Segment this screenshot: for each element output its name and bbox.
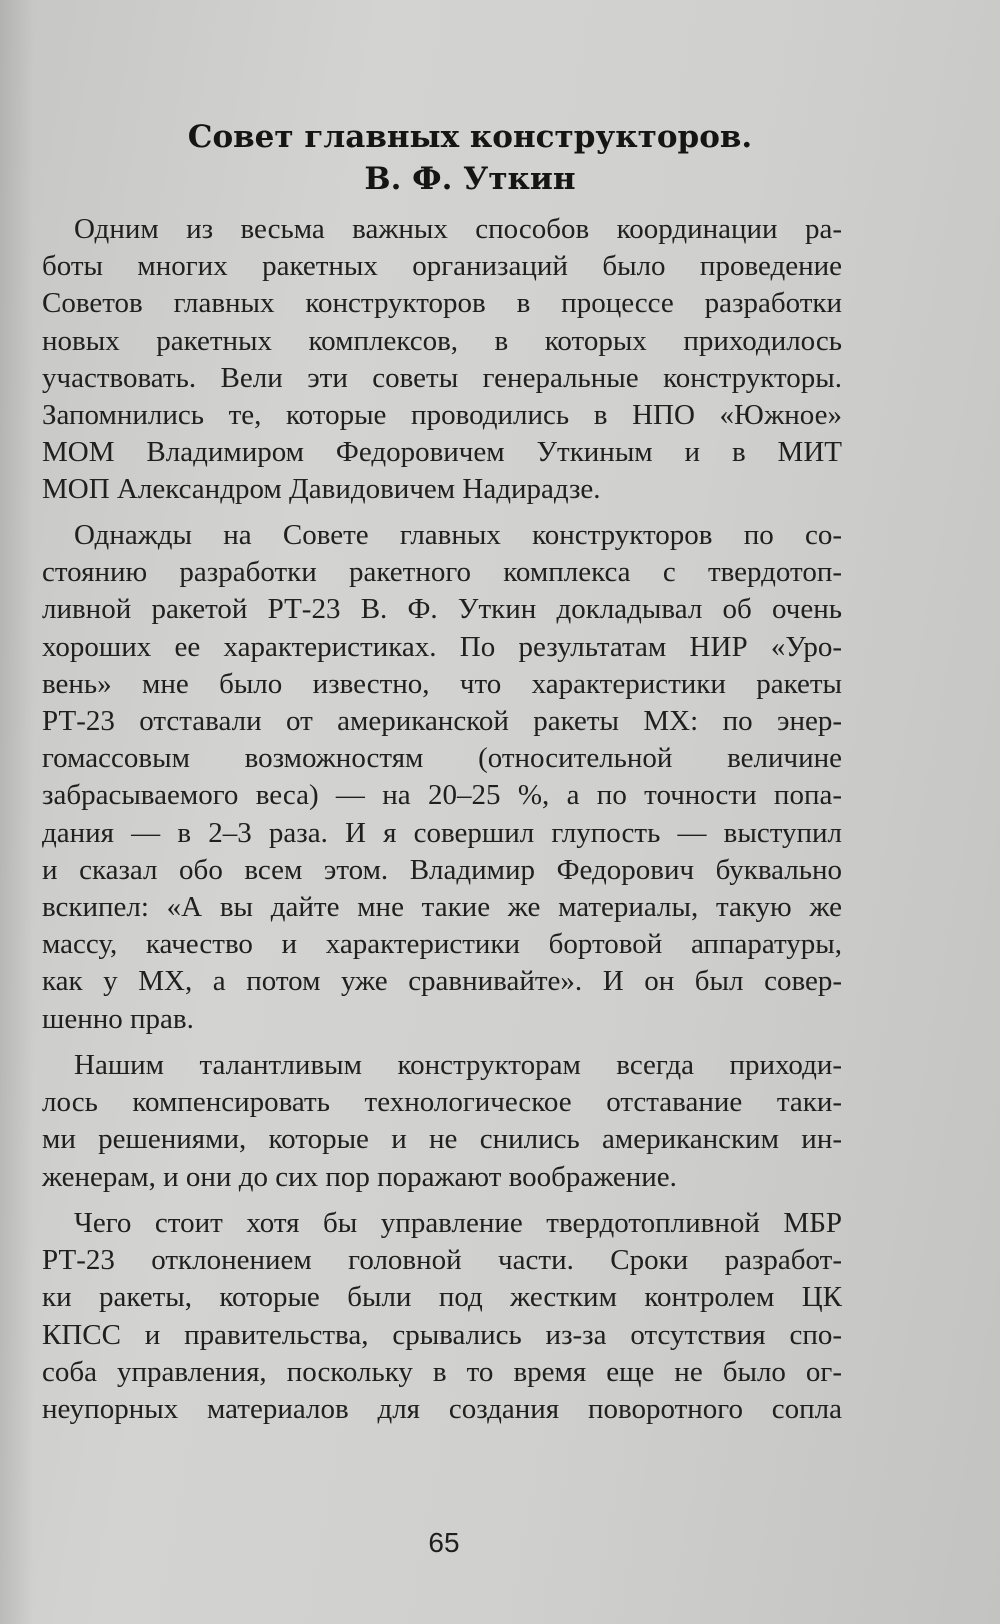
chapter-title-line-1: Совет главных конструкторов. [187, 119, 753, 155]
text-line: участвовать. Вели эти советы генеральные конструкторы. [42, 361, 842, 394]
text-line: Одним из весьма важных способов координации ра- [74, 213, 842, 245]
text-line: новых ракетных комплексов, в которых приходилось [42, 324, 842, 357]
text-line: РТ-23 отставали от американской ракеты МХ: по энер- [42, 705, 842, 738]
text-line: хороших ее характеристиках. По результатам НИР «Уро- [42, 630, 842, 663]
paragraph-4 [42, 1205, 842, 1428]
page-number: 65 [428, 1527, 460, 1558]
text-line: неупорных материалов для создания поворотного сопла [42, 1393, 842, 1426]
text-line: гомассовым возможностям (относительной величине [42, 742, 842, 775]
text-line: дания — в 2–3 раза. И я совершил глупость — выступил [42, 816, 842, 849]
chapter-title [40, 116, 900, 200]
text-line: лось компенсировать технологическое отставание таки- [42, 1086, 842, 1119]
text-line: и сказал обо всем этом. Владимир Федорович буквально [42, 853, 842, 886]
text-line: женерам, и они до сих пор поражают воображение. [42, 1160, 677, 1193]
text-line: как у МХ, а потом уже сравнивайте». И он был совер- [42, 965, 842, 998]
text-line: шенно прав. [42, 1002, 194, 1035]
text-line: Нашим талантливым конструкторам всегда приходи- [74, 1049, 842, 1081]
text-line: РТ-23 отклонением головной части. Сроки разработ- [42, 1244, 842, 1277]
text-line: Однажды на Совете главных конструкторов по со- [74, 519, 842, 551]
text-line: массу, качество и характеристики бортовой аппаратуры, [42, 928, 842, 961]
text-line: МОП Александром Давидовичем Надирадзе. [42, 473, 601, 506]
paragraph-1 [42, 211, 842, 509]
page-gutter-shadow [0, 0, 34, 1624]
text-line: ми решениями, которые и не снились американским ин- [42, 1123, 842, 1156]
text-line: стоянию разработки ракетного комплекса с твердотоп- [42, 556, 842, 589]
text-line: ливной ракетой РТ-23 В. Ф. Уткин докладывал об очень [42, 593, 842, 626]
text-line: вень» мне было известно, что характеристики ракеты [42, 667, 842, 700]
text-line: ки ракеты, которые были под жестким контролем ЦК [42, 1281, 842, 1314]
text-line: Чего стоит хотя бы управление твердотопливной МБР [74, 1207, 842, 1239]
chapter-title-line-2: В. Ф. Уткин [364, 161, 576, 197]
text-line: Советов главных конструкторов в процессе разработки [42, 287, 842, 320]
text-line: МОМ Владимиром Федоровичем Уткиным и в МИТ [42, 436, 842, 469]
text-line: боты многих ракетных организаций было проведение [42, 250, 842, 283]
text-line: КПСС и правительства, срывались из-за отсутствия спо- [42, 1318, 842, 1351]
paragraph-2 [42, 517, 842, 1038]
text-line: соба управления, поскольку в то время еще не было ог- [42, 1355, 842, 1388]
text-line: забрасываемого веса) — на 20–25 %, а по точности попа- [42, 779, 842, 812]
paragraph-3 [42, 1047, 842, 1196]
text-line: вскипел: «А вы дайте мне такие же материалы, такую же [42, 891, 842, 924]
text-line: Запомнились те, которые проводились в НПО «Южное» [42, 399, 842, 432]
